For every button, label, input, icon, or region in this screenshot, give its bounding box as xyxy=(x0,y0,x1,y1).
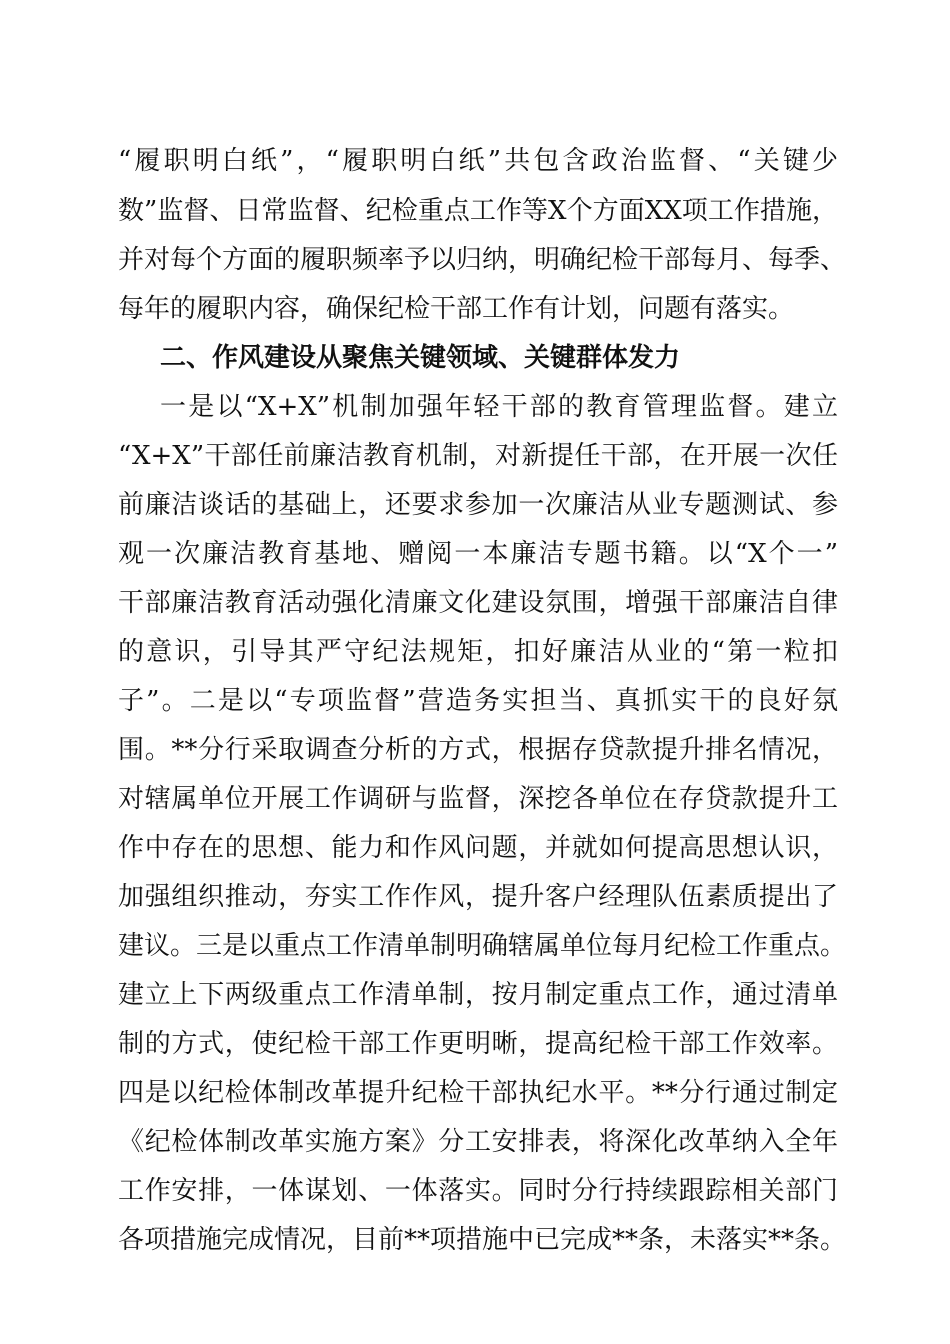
paragraph-1-line-1: “履职明白纸”，“履职明白纸”共包含政治监督、“关键少 xyxy=(118,146,838,176)
paragraph-2-line-10: 作中存在的思想、能力和作风问题，并就如何提高思想认识， xyxy=(118,833,838,863)
paragraph-2-line-11: 加强组织推动，夯实工作作风，提升客户经理队伍素质提出了 xyxy=(118,882,838,912)
paragraph-2-line-7: 子”。二是以“专项监督”营造务实担当、真抓实干的良好氛 xyxy=(118,686,838,716)
paragraph-2-line-12: 建议。三是以重点工作清单制明确辖属单位每月纪检工作重点。 xyxy=(118,931,847,961)
paragraph-2-line-18: 各项措施完成情况，目前**项措施中已完成**条，未落实**条。 xyxy=(118,1225,847,1255)
paragraph-2-line-8: 围。**分行采取调查分析的方式，根据存贷款提升排名情况， xyxy=(118,735,838,765)
paragraph-1-line-3: 并对每个方面的履职频率予以归纳，明确纪检干部每月、每季、 xyxy=(118,245,847,275)
section-2-heading: 二、作风建设从聚焦关键领域、关键群体发力 xyxy=(160,343,681,373)
paragraph-1-line-4: 每年的履职内容，确保纪检干部工作有计划，问题有落实。 xyxy=(118,294,795,324)
paragraph-2-line-15: 四是以纪检体制改革提升纪检干部执纪水平。**分行通过制定 xyxy=(118,1078,838,1108)
paragraph-2-line-6: 的意识，引导其严守纪法规矩，扣好廉洁从业的“第一粒扣 xyxy=(118,637,838,667)
paragraph-2-line-13: 建立上下两级重点工作清单制，按月制定重点工作，通过清单 xyxy=(118,980,838,1010)
paragraph-2-line-16: 《纪检体制改革实施方案》分工安排表，将深化改革纳入全年 xyxy=(118,1127,838,1157)
paragraph-2-line-14: 制的方式，使纪检干部工作更明晰，提高纪检干部工作效率。 xyxy=(118,1029,838,1059)
paragraph-2-line-3: 前廉洁谈话的基础上，还要求参加一次廉洁从业专题测试、参 xyxy=(118,490,838,520)
paragraph-2-line-1: 一是以“X+X”机制加强年轻干部的教育管理监督。建立 xyxy=(160,392,838,422)
paragraph-2-line-4: 观一次廉洁教育基地、赠阅一本廉洁专题书籍。以“X个一” xyxy=(118,539,838,569)
paragraph-2-line-9: 对辖属单位开展工作调研与监督，深挖各单位在存贷款提升工 xyxy=(118,784,838,814)
paragraph-2-line-5: 干部廉洁教育活动强化清廉文化建设氛围，增强干部廉洁自律 xyxy=(118,588,838,618)
paragraph-2-line-17: 工作安排，一体谋划、一体落实。同时分行持续跟踪相关部门 xyxy=(118,1176,838,1206)
paragraph-2-line-2: “X+X”干部任前廉洁教育机制，对新提任干部，在开展一次任 xyxy=(118,441,838,471)
paragraph-1-line-2: 数”监督、日常监督、纪检重点工作等X个方面XX项工作措施， xyxy=(118,196,838,226)
